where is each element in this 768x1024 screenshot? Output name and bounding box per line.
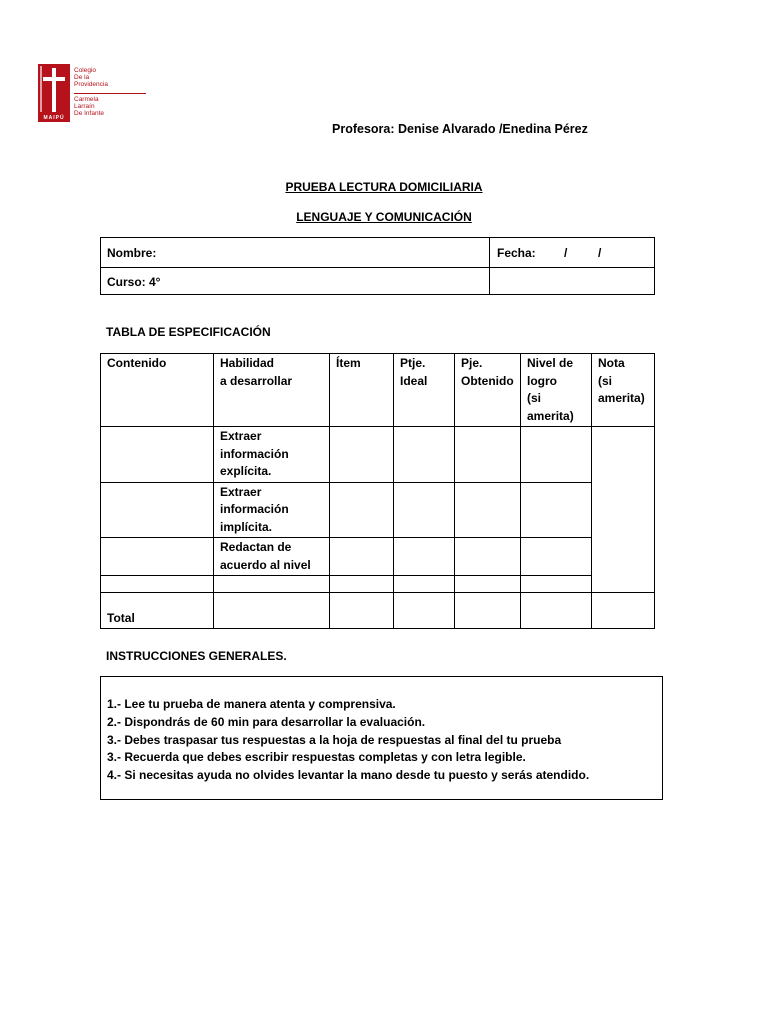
table-cell <box>330 538 394 576</box>
instruction-item: 3.- Recuerda que debes escribir respuestas completas y con letra legible. <box>107 750 526 765</box>
table-row <box>101 576 655 593</box>
table-cell <box>101 538 214 576</box>
table-cell <box>521 576 592 593</box>
table-cell <box>394 482 455 538</box>
table-cell <box>330 482 394 538</box>
table-cell <box>455 593 521 629</box>
table-cell <box>394 427 455 483</box>
school-logo <box>38 64 118 122</box>
header-cell: Habilidad a desarrollar <box>214 354 330 427</box>
table-cell <box>521 482 592 538</box>
test-title: PRUEBA LECTURA DOMICILIARIA <box>285 180 483 194</box>
table-row <box>101 538 655 576</box>
instructions-box <box>100 676 663 800</box>
subject-title: LENGUAJE Y COMUNICACIÓN <box>296 210 472 224</box>
nota-cell <box>592 427 655 593</box>
header-cell: Contenido <box>101 354 214 427</box>
instruction-item: 2.- Dispondrás de 60 min para desarrollar la evaluación. <box>107 714 426 729</box>
header-cell: Nota (si amerita) <box>592 354 655 427</box>
table-cell <box>455 576 521 593</box>
instruction-item: 1.- Lee tu prueba de manera atenta y comprensiva. <box>107 697 396 711</box>
table-total-row <box>101 593 655 629</box>
instructions-title: INSTRUCCIONES GENERALES. <box>106 649 287 663</box>
instruction-item: 3.- Debes traspasar tus respuestas a la hoja de respuestas al final del tu prueba <box>107 732 562 747</box>
header-cell: Ítem <box>330 354 394 427</box>
table-cell <box>592 593 655 629</box>
teacher-line: Profesora: Denise Alvarado /Enedina Pérez <box>332 122 588 136</box>
date-slash: / <box>564 246 568 260</box>
date-slash: / <box>598 246 602 260</box>
spec-table-title: TABLA DE ESPECIFICACIÓN <box>106 325 271 339</box>
table-cell <box>101 482 214 538</box>
school-name-top: Colegio De la Providencia <box>74 67 108 88</box>
table-cell <box>101 576 214 593</box>
cross-crest-icon <box>38 64 70 122</box>
table-cell <box>455 427 521 483</box>
table-cell <box>394 538 455 576</box>
total-label: Total <box>101 593 214 629</box>
school-name-bottom: Carmela Larraín De Infante <box>74 96 104 117</box>
table-cell <box>101 427 214 483</box>
header-cell: Nivel de logro (si amerita) <box>521 354 592 427</box>
table-cell <box>330 427 394 483</box>
table-cell <box>521 538 592 576</box>
table-cell <box>394 593 455 629</box>
table-cell <box>394 576 455 593</box>
table-cell <box>455 538 521 576</box>
spec-table <box>100 353 655 629</box>
table-cell: Extraer información implícita. <box>214 482 330 538</box>
student-info-box <box>100 237 655 295</box>
name-field-label: Nombre: <box>107 246 157 260</box>
table-cell: Extraer información explícita. <box>214 427 330 483</box>
header-cell: Ptje. Ideal <box>394 354 455 427</box>
table-cell: Redactan de acuerdo al nivel <box>214 538 330 576</box>
instruction-item: 4.- Si necesitas ayuda no olvides levantar la mano desde tu puesto y serás atendido. <box>107 768 590 783</box>
table-cell <box>521 427 592 483</box>
table-cell <box>214 593 330 629</box>
course-field-label: Curso: 4° <box>107 275 161 289</box>
table-row <box>101 427 655 483</box>
table-row <box>101 482 655 538</box>
header-cell: Pje. Obtenido <box>455 354 521 427</box>
logo-divider <box>74 93 146 94</box>
table-cell <box>455 482 521 538</box>
table-header-row <box>101 354 655 427</box>
table-cell <box>214 576 330 593</box>
table-cell <box>330 593 394 629</box>
table-cell <box>330 576 394 593</box>
table-cell <box>521 593 592 629</box>
crest-text: MAIPÚ <box>43 115 65 121</box>
date-field-label: Fecha: <box>497 246 536 260</box>
